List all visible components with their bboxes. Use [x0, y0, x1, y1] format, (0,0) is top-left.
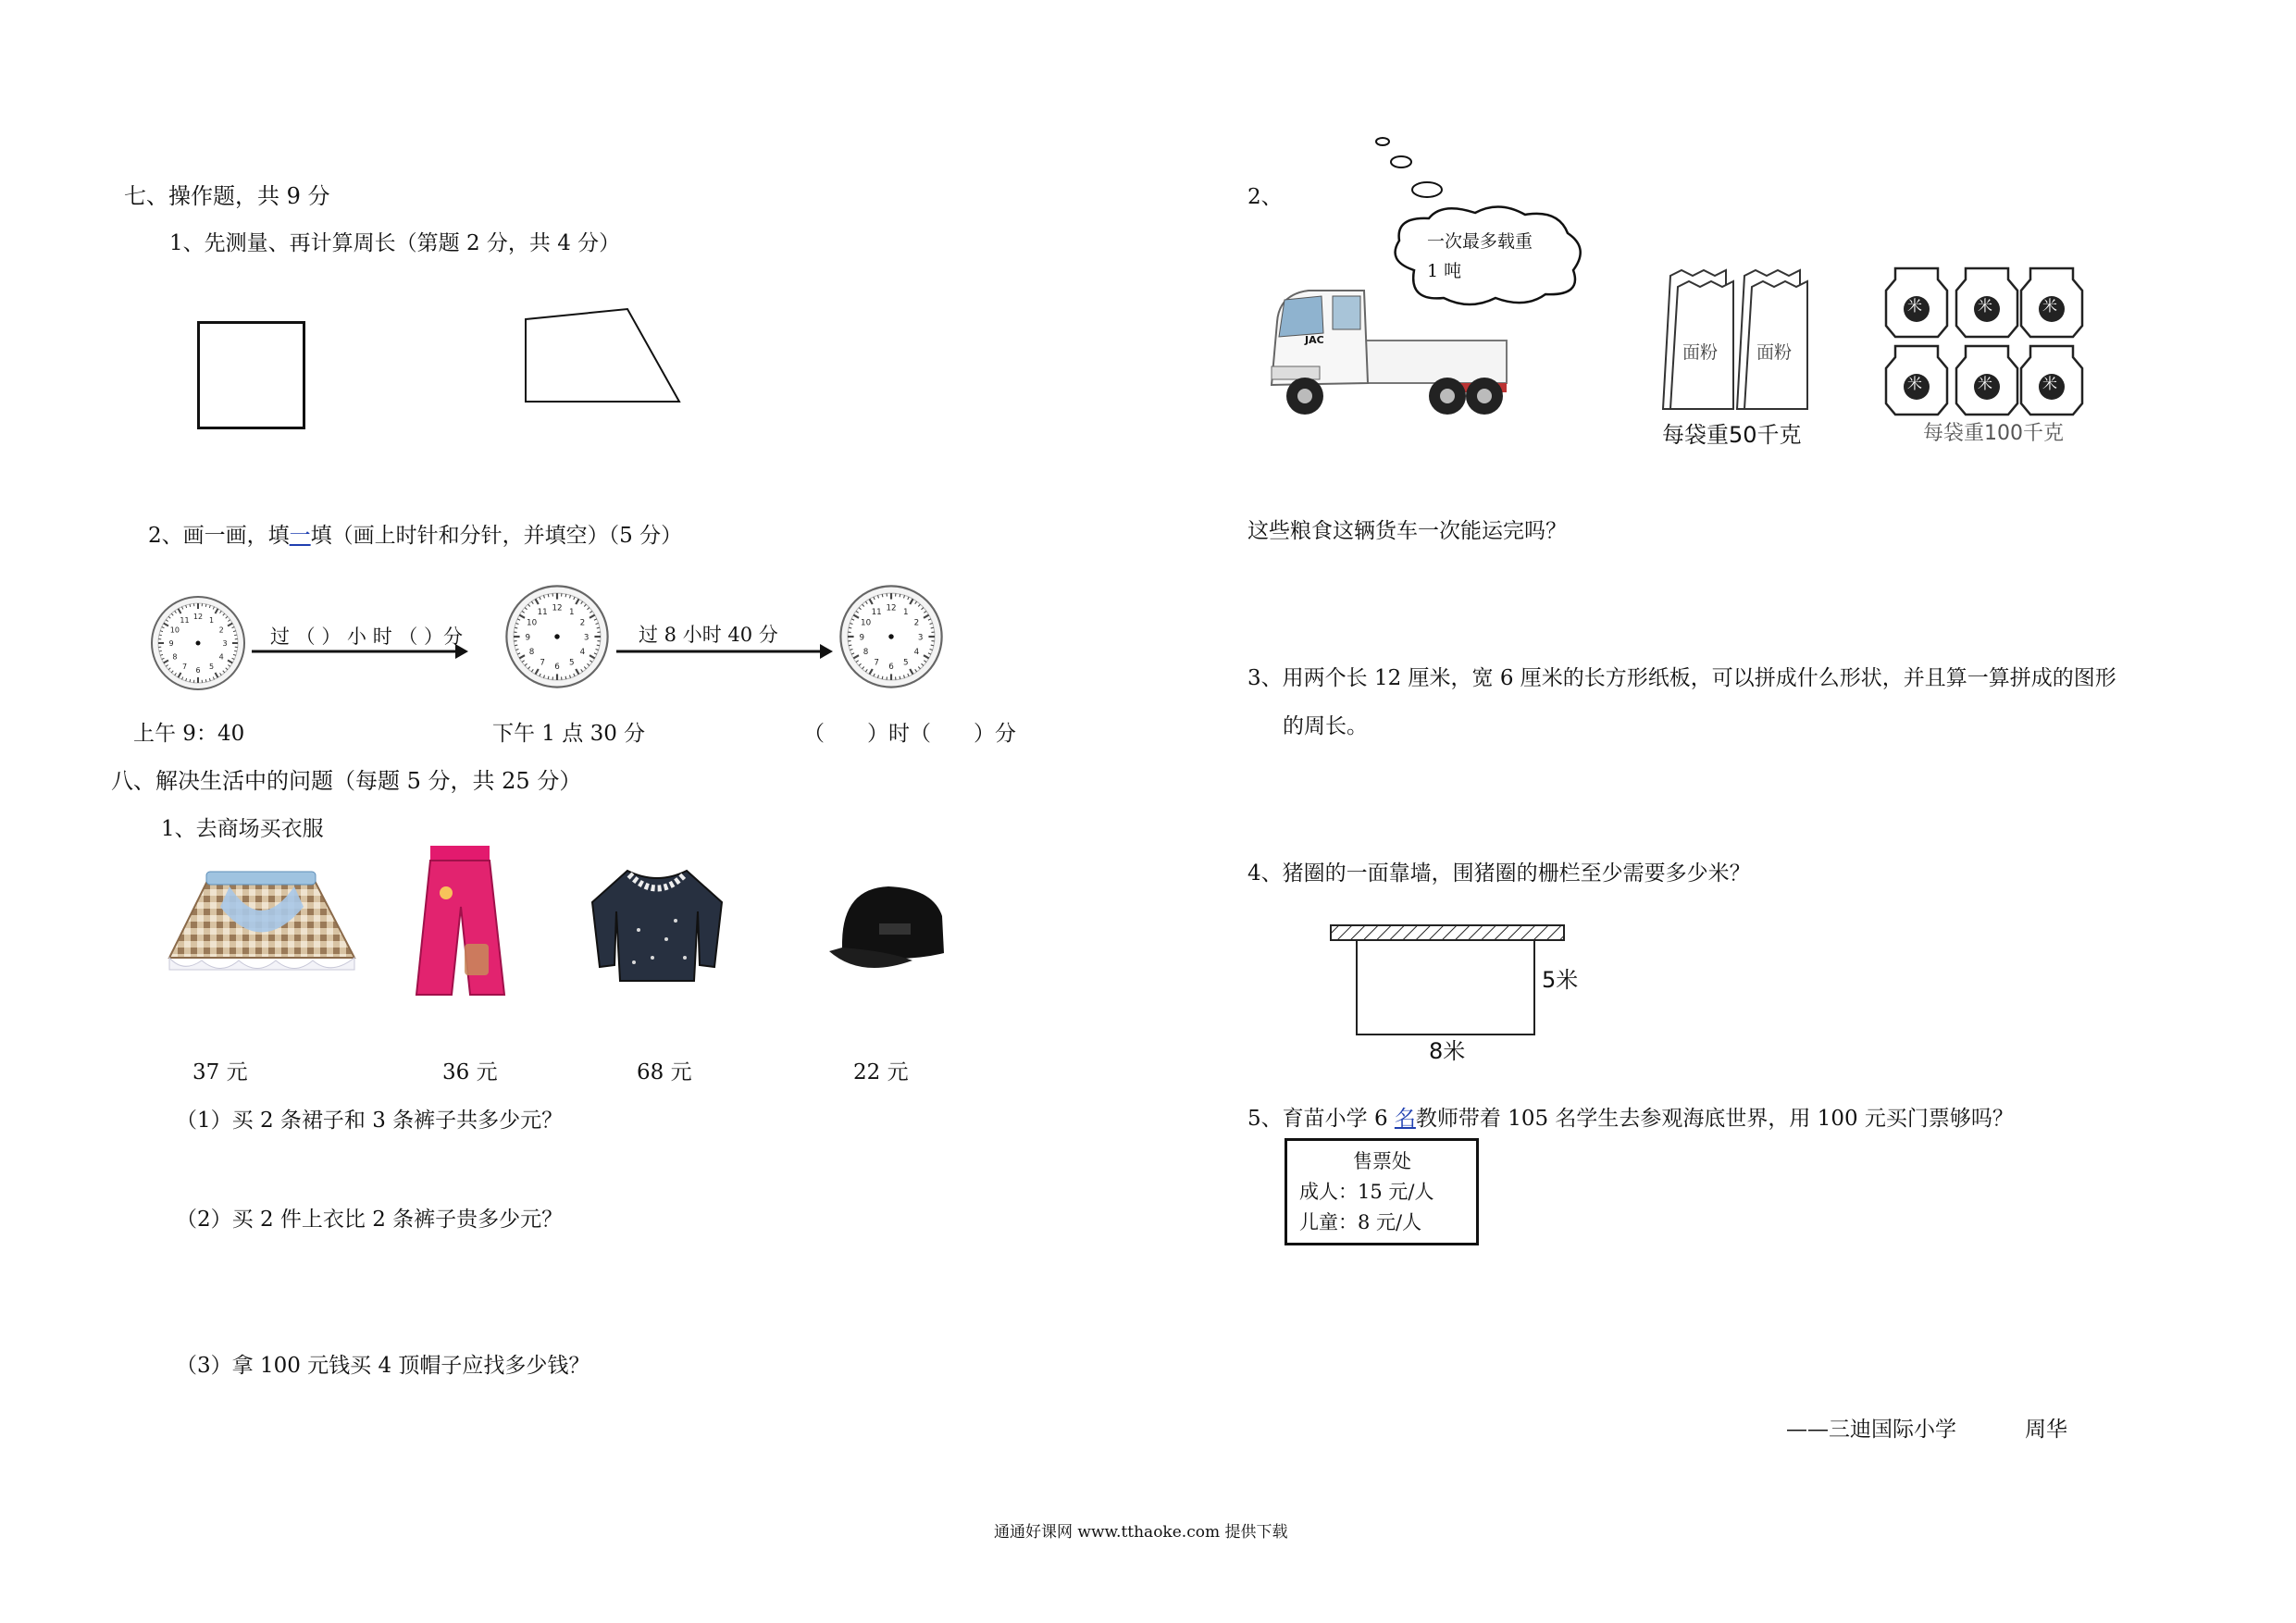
- clock-number: 6: [554, 662, 560, 672]
- question-2-text: 2、画一画，填一填（画上时针和分针，并填空）（5 分）: [148, 524, 683, 548]
- clock-number: 7: [540, 658, 545, 668]
- question-2-link[interactable]: 一: [289, 524, 311, 548]
- clock-number: 5: [208, 663, 215, 672]
- question-1-text: 1、先测量、再计算周长（第题 2 分，共 4 分）: [169, 231, 621, 255]
- clock-tick: [882, 676, 883, 679]
- flour-label-1: 面粉: [1682, 342, 1719, 363]
- clock-number: 2: [218, 626, 224, 635]
- ticket-office-title: 售票处: [1353, 1150, 1411, 1172]
- clock-number: 10: [169, 626, 180, 635]
- clock-tick: [882, 594, 883, 597]
- rice-label-4: 米: [1907, 375, 1923, 392]
- clock-number: 8: [172, 652, 178, 662]
- clock-face-1: [148, 593, 248, 693]
- cloud-text-line-1: 一次最多载重: [1427, 231, 1533, 252]
- rice-label-3: 米: [2042, 297, 2058, 315]
- arrow-1-label: 过 （ ） 小 时 （ ）分: [270, 626, 464, 648]
- clock-number: 9: [525, 633, 531, 643]
- clock-number: 10: [861, 618, 872, 628]
- price-shirt: 68 元: [637, 1060, 692, 1084]
- price-skirt: 37 元: [192, 1060, 248, 1084]
- arrow-2-label: 过 8 小时 40 分: [639, 624, 778, 646]
- clock-number: 4: [218, 652, 224, 662]
- clock-tick: [205, 679, 206, 682]
- pants-icon: [407, 842, 518, 999]
- subquestion-1: （1）买 2 条裙子和 3 条裤子共多少元？: [176, 1109, 564, 1133]
- arrow-2: [614, 642, 837, 661]
- question-5-link[interactable]: 名: [1394, 1107, 1416, 1131]
- clock-tick: [548, 594, 549, 597]
- clock-number: 8: [528, 648, 535, 658]
- clock-number: 12: [192, 613, 204, 621]
- question-2-number: 2、: [1247, 185, 1283, 209]
- clock-face-2: [503, 582, 612, 691]
- clock-face-3: [837, 582, 946, 691]
- clock-number: 3: [917, 633, 924, 643]
- clock-tick: [190, 604, 191, 607]
- clock-tick: [565, 676, 566, 679]
- price-cap: 22 元: [853, 1060, 909, 1084]
- question-3-line-1: 3、用两个长 12 厘米，宽 6 厘米的长方形纸板，可以拼成什么形状，并且算一算拼成的图形: [1247, 666, 2116, 690]
- clock-2-caption: 下午 1 点 30 分: [492, 722, 646, 746]
- clock-1-caption: 上午 9：40: [133, 722, 245, 746]
- clock-number: 4: [579, 648, 586, 658]
- cap-icon: [824, 879, 953, 981]
- clock-number: 1: [208, 615, 215, 625]
- clock-number: 4: [913, 648, 920, 658]
- shirt-icon: [583, 865, 731, 985]
- pen-side-length: 5米: [1542, 967, 1579, 993]
- rice-label-2: 米: [1978, 297, 1993, 315]
- clock-number: 11: [871, 607, 882, 617]
- clock-number: 3: [583, 633, 590, 643]
- clock-number: 11: [537, 607, 548, 617]
- clock-number: 2: [913, 618, 920, 628]
- clock-tick: [234, 635, 237, 636]
- clock-tick: [159, 635, 162, 636]
- rice-label-6: 米: [2042, 375, 2058, 392]
- clock-tick: [515, 645, 517, 646]
- clock-number: 12: [886, 603, 897, 613]
- section-7-title: 七、操作题，共 9 分: [124, 183, 330, 209]
- flour-label-2: 面粉: [1756, 342, 1793, 363]
- clock-number: 7: [874, 658, 879, 668]
- clock-tick: [931, 645, 934, 646]
- clock-number: 6: [888, 662, 894, 672]
- clock-number: 6: [195, 666, 201, 675]
- clock-number: 8: [863, 648, 869, 658]
- clock-number: 2: [579, 618, 586, 628]
- ticket-price-adult: 成人：15 元/人: [1299, 1181, 1434, 1203]
- cloud-text-line-2: 1 吨: [1427, 261, 1462, 281]
- clock-tick: [849, 645, 851, 646]
- clock-tick: [597, 627, 600, 628]
- ticket-price-child: 儿童：8 元/人: [1299, 1211, 1422, 1233]
- truck-logo: JAC: [1305, 334, 1324, 346]
- question-3-line-2: 的周长。: [1283, 714, 1368, 738]
- rice-label-5: 米: [1978, 375, 1993, 392]
- question-4-text: 4、猪圈的一面靠墙，围猪圈的栅栏至少需要多少米？: [1247, 861, 1751, 886]
- signature-school: ——三迪国际小学: [1786, 1418, 1956, 1442]
- clock-number: 7: [181, 663, 188, 672]
- subquestion-3: （3）拿 100 元钱买 4 顶帽子应找多少钱？: [176, 1354, 590, 1378]
- quadrilateral-shape: [518, 305, 685, 407]
- clock-tick: [548, 676, 549, 679]
- clock-number: 12: [552, 603, 563, 613]
- section-8-title: 八、解决生活中的问题（每题 5 分，共 25 分）: [111, 768, 582, 794]
- rice-jars-icon: [1888, 266, 2091, 415]
- question-2-prompt: 这些粮食这辆货车一次能运完吗？: [1247, 519, 1567, 543]
- subquestion-2: （2）买 2 件上衣比 2 条裤子贵多少元？: [176, 1208, 564, 1232]
- clock-number: 5: [569, 658, 575, 668]
- pen-bottom-length: 8米: [1429, 1038, 1466, 1064]
- clock-3-caption: （ ）时（ ）分: [803, 722, 1016, 746]
- rice-label-1: 米: [1907, 297, 1923, 315]
- clock-number: 9: [168, 639, 174, 648]
- pig-pen-diagram: [1329, 922, 1570, 1042]
- clock-number: 1: [903, 607, 909, 617]
- clock-number: 9: [859, 633, 865, 643]
- clock-tick: [159, 650, 162, 651]
- clock-tick: [205, 604, 206, 607]
- clock-tick: [849, 627, 851, 628]
- truck-icon: [1264, 287, 1514, 426]
- page-footer: 通通好课网 www.tthaoke.com 提供下载: [994, 1523, 1288, 1542]
- clock-number: 11: [180, 615, 190, 625]
- question-5-text: 5、育苗小学 6 名教师带着 105 名学生去参观海底世界，用 100 元买门票够吗？: [1247, 1107, 2014, 1131]
- rice-caption: 每袋重100千克: [1923, 422, 2064, 445]
- clock-number: 3: [222, 639, 228, 648]
- flour-caption: 每袋重50千克: [1662, 422, 1802, 448]
- clock-tick: [597, 645, 600, 646]
- clock-tick: [234, 650, 237, 651]
- skirt-icon: [165, 870, 359, 985]
- clock-tick: [565, 594, 566, 597]
- clock-tick: [931, 627, 934, 628]
- clock-tick: [515, 627, 517, 628]
- clock-number: 5: [903, 658, 909, 668]
- square-shape: [197, 321, 305, 429]
- arrow-1: [250, 642, 472, 661]
- clock-number: 1: [569, 607, 575, 617]
- price-pants: 36 元: [442, 1060, 498, 1084]
- signature-name: 周华: [2025, 1418, 2067, 1442]
- clock-tick: [190, 679, 191, 682]
- clock-number: 10: [527, 618, 538, 628]
- shop-question-title: 1、去商场买衣服: [161, 817, 324, 841]
- thought-bubbles: [1370, 134, 1444, 199]
